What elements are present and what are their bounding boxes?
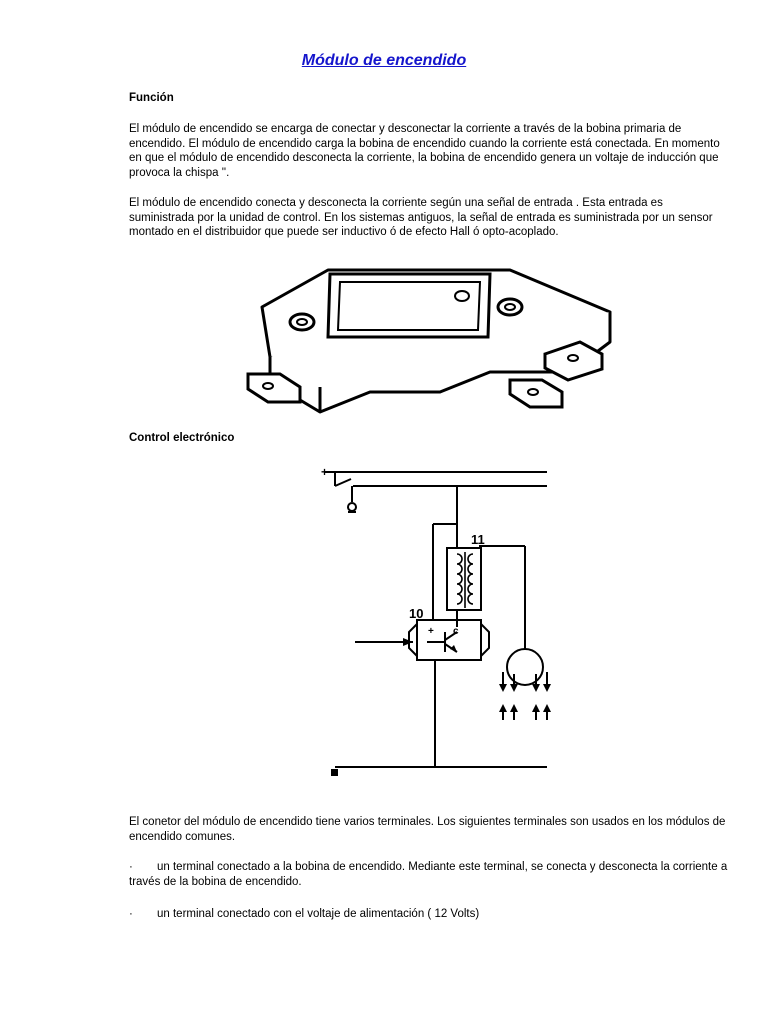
bullet-item-1	[129, 860, 729, 889]
ignition-circuit-diagram	[315, 462, 555, 782]
bullet-item-1-text: un terminal conectado a la bobina de encendido. Mediante este terminal, se conecta y desconecta la corriente a través de la bobina de encendido.	[129, 861, 728, 888]
heading-funcion: Función	[129, 92, 174, 104]
paragraph-terminales: El conetor del módulo de encendido tiene varios terminales. Los siguientes terminales son usados en los módulos de encendido comunes.	[129, 816, 726, 843]
heading-control-electronico: Control electrónico	[129, 432, 235, 444]
bullet-item-2	[129, 907, 729, 922]
bullet-marker: ·	[129, 861, 133, 873]
paragraph-funcion-1: El módulo de encendido se encarga de conectar y desconectar la corriente a través de la bobina primaria de encendido. El módulo de encendido carga la bobina de encendido cuando la corriente está conectada. En momento en que el módulo de encendido desconecta la corriente, la bobina de encendido genera un voltaje de inducción que provoca la chispa ''.	[129, 123, 720, 179]
bullet-item-2-text: un terminal conectado con el voltaje de alimentación ( 12 Volts)	[157, 908, 480, 920]
module-c-terminal-label: c	[453, 626, 459, 637]
coil-label: 11	[471, 532, 485, 547]
ignition-module-illustration	[240, 262, 620, 412]
module-label: 10	[409, 606, 424, 621]
supply-plus-label: +	[321, 465, 329, 479]
module-plus-terminal-label: +	[428, 626, 434, 637]
page-title[interactable]: Módulo de encendido	[301, 52, 467, 69]
paragraph-funcion-2: El módulo de encendido conecta y desconecta la corriente según una señal de entrada . Esta entrada es suministrada por la unidad de control. En los sistemas antiguos, la señal de entrada es suministrada por un sensor montado en el distribuidor que puede ser inductivo ó de efecto Hall ó opto-acoplado.	[129, 197, 713, 239]
bullet-marker: ·	[129, 908, 133, 920]
